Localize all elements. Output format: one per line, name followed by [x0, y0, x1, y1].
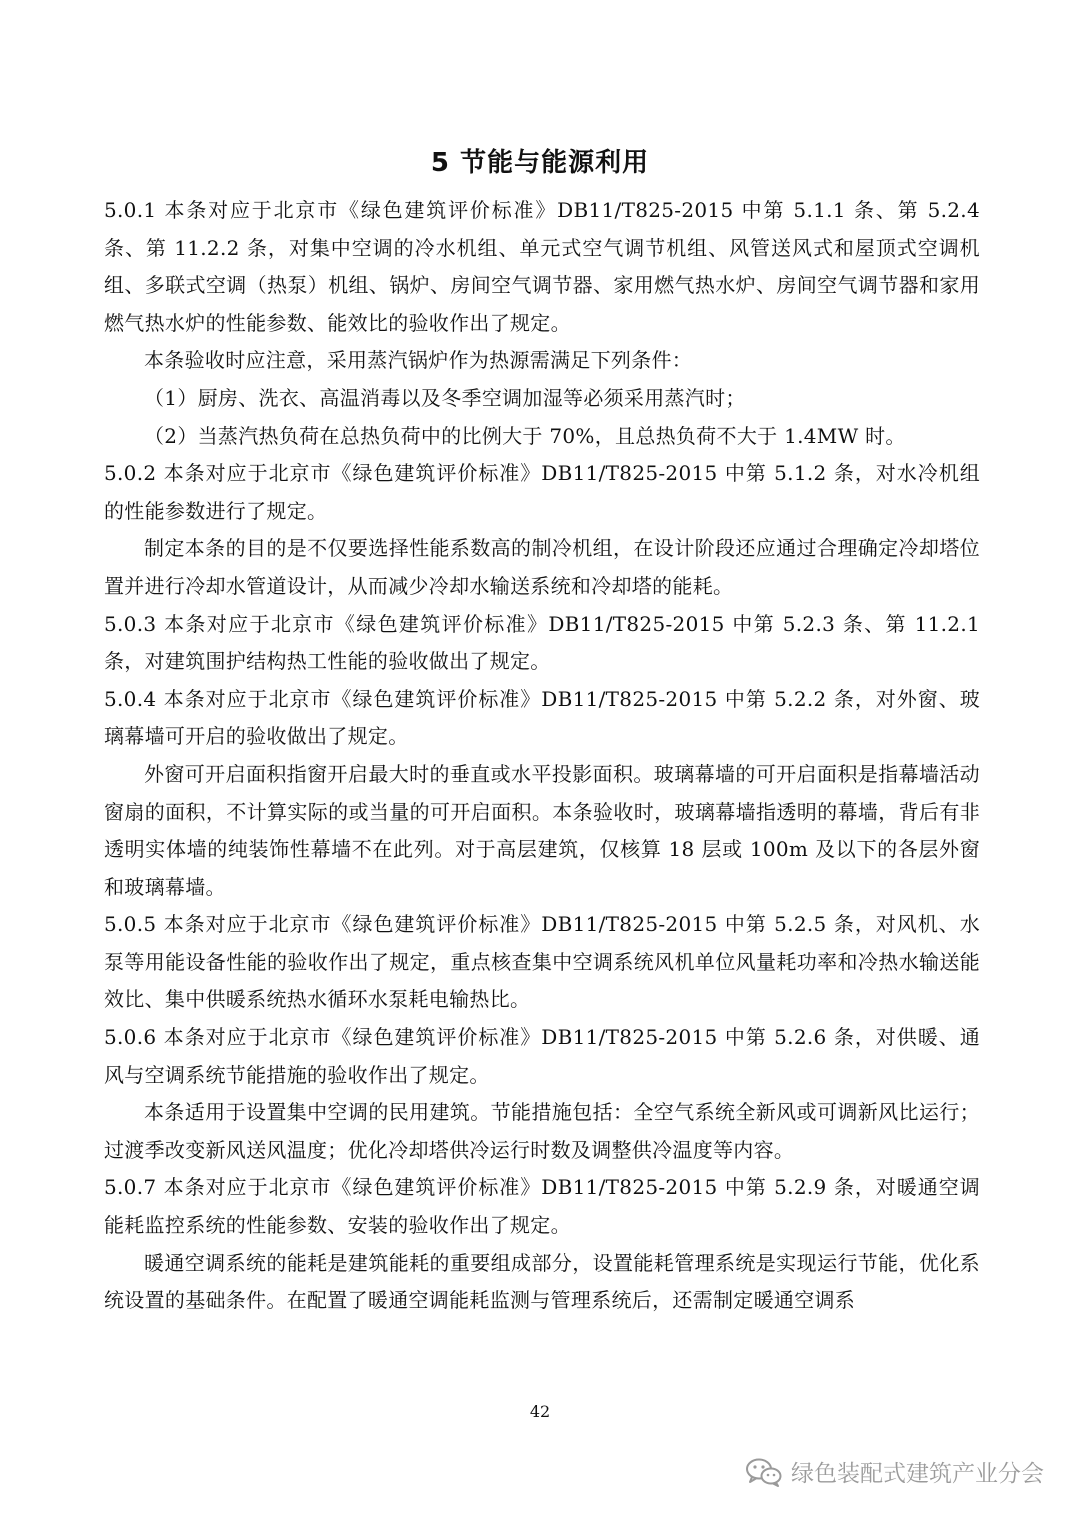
paragraph: 本条适用于设置集中空调的民用建筑。节能措施包括：全空气系统全新风或可调新风比运行；过渡季改变新风送风温度；优化冷却塔供冷运行时数及调整供冷温度等内容。 — [104, 1100, 980, 1162]
paragraph: 本条验收时应注意，采用蒸汽锅炉作为热源需满足下列条件： — [144, 348, 693, 373]
watermark — [745, 1455, 1044, 1488]
paragraph-5-0-1: 5.0.1 本条对应于北京市《绿色建筑评价标准》DB11/T825-2015 中第 5.1.1 条、第 5.2.4 条、第 11.2.2 条，对集中空调的冷水机组、单元式空气调节机组、风管送风式和屋顶式空调机组、多联式空调（热泵）机组、锅炉、房间空气调节器、家用燃气热水炉、房间空气调节器和家用燃气热水炉的性能参数、能效比的验收作出了规定。 — [104, 198, 980, 335]
body-text — [104, 192, 980, 1320]
paragraph: 制定本条的目的是不仅要选择性能系数高的制冷机组，在设计阶段还应通过合理确定冷却塔位置并进行冷却水管道设计，从而减少冷却水输送系统和冷却塔的能耗。 — [104, 536, 980, 598]
paragraph-5-0-2: 5.0.2 本条对应于北京市《绿色建筑评价标准》DB11/T825-2015 中第 5.1.2 条，对水冷机组的性能参数进行了规定。 — [104, 461, 980, 523]
paragraph-5-0-3: 5.0.3 本条对应于北京市《绿色建筑评价标准》DB11/T825-2015 中第 5.2.3 条、第 11.2.1 条，对建筑围护结构热工性能的验收做出了规定。 — [104, 611, 980, 674]
page-number: 42 — [529, 1402, 551, 1421]
watermark-text: 绿色装配式建筑产业分会 — [791, 1461, 1044, 1487]
section-title: 5 节能与能源利用 — [430, 148, 650, 178]
paragraph-5-0-7: 5.0.7 本条对应于北京市《绿色建筑评价标准》DB11/T825-2015 中第 5.2.9 条，对暖通空调能耗监控系统的性能参数、安装的验收作出了规定。 — [104, 1175, 980, 1238]
paragraph: 外窗可开启面积指窗开启最大时的垂直或水平投影面积。玻璃幕墙的可开启面积是指幕墙活动窗扇的面积，不计算实际的或当量的可开启面积。本条验收时，玻璃幕墙指透明的幕墙，背后有非透明实体墙的纯装饰性幕墙不在此列。对于高层建筑，仅核算 18 层或 100m 及以下的各层外窗和玻璃幕墙。 — [104, 761, 980, 899]
list-item: （2）当蒸汽热负荷在总热负荷中的比例大于 70%，且总热负荷不大于 1.4MW 时。 — [144, 423, 906, 448]
paragraph-5-0-4: 5.0.4 本条对应于北京市《绿色建筑评价标准》DB11/T825-2015 中第 5.2.2 条，对外窗、玻璃幕墙可开启的验收做出了规定。 — [104, 686, 980, 749]
paragraph-5-0-5: 5.0.5 本条对应于北京市《绿色建筑评价标准》DB11/T825-2015 中第 5.2.5 条，对风机、水泵等用能设备性能的验收作出了规定，重点核查集中空调系统风机单位风量耗功率和冷热水输送能效比、集中供暖系统热水循环水泵耗电输热比。 — [104, 912, 980, 1012]
paragraph-5-0-6: 5.0.6 本条对应于北京市《绿色建筑评价标准》DB11/T825-2015 中第 5.2.6 条，对供暖、通风与空调系统节能措施的验收作出了规定。 — [104, 1025, 980, 1087]
paragraph: 暖通空调系统的能耗是建筑能耗的重要组成部分，设置能耗管理系统是实现运行节能，优化系统设置的基础条件。在配置了暖通空调能耗监测与管理系统后，还需制定暖通空调系 — [104, 1250, 980, 1313]
wechat-icon — [745, 1457, 783, 1487]
list-item: （1）厨房、洗衣、高温消毒以及冬季空调加湿等必须采用蒸汽时； — [144, 385, 746, 410]
